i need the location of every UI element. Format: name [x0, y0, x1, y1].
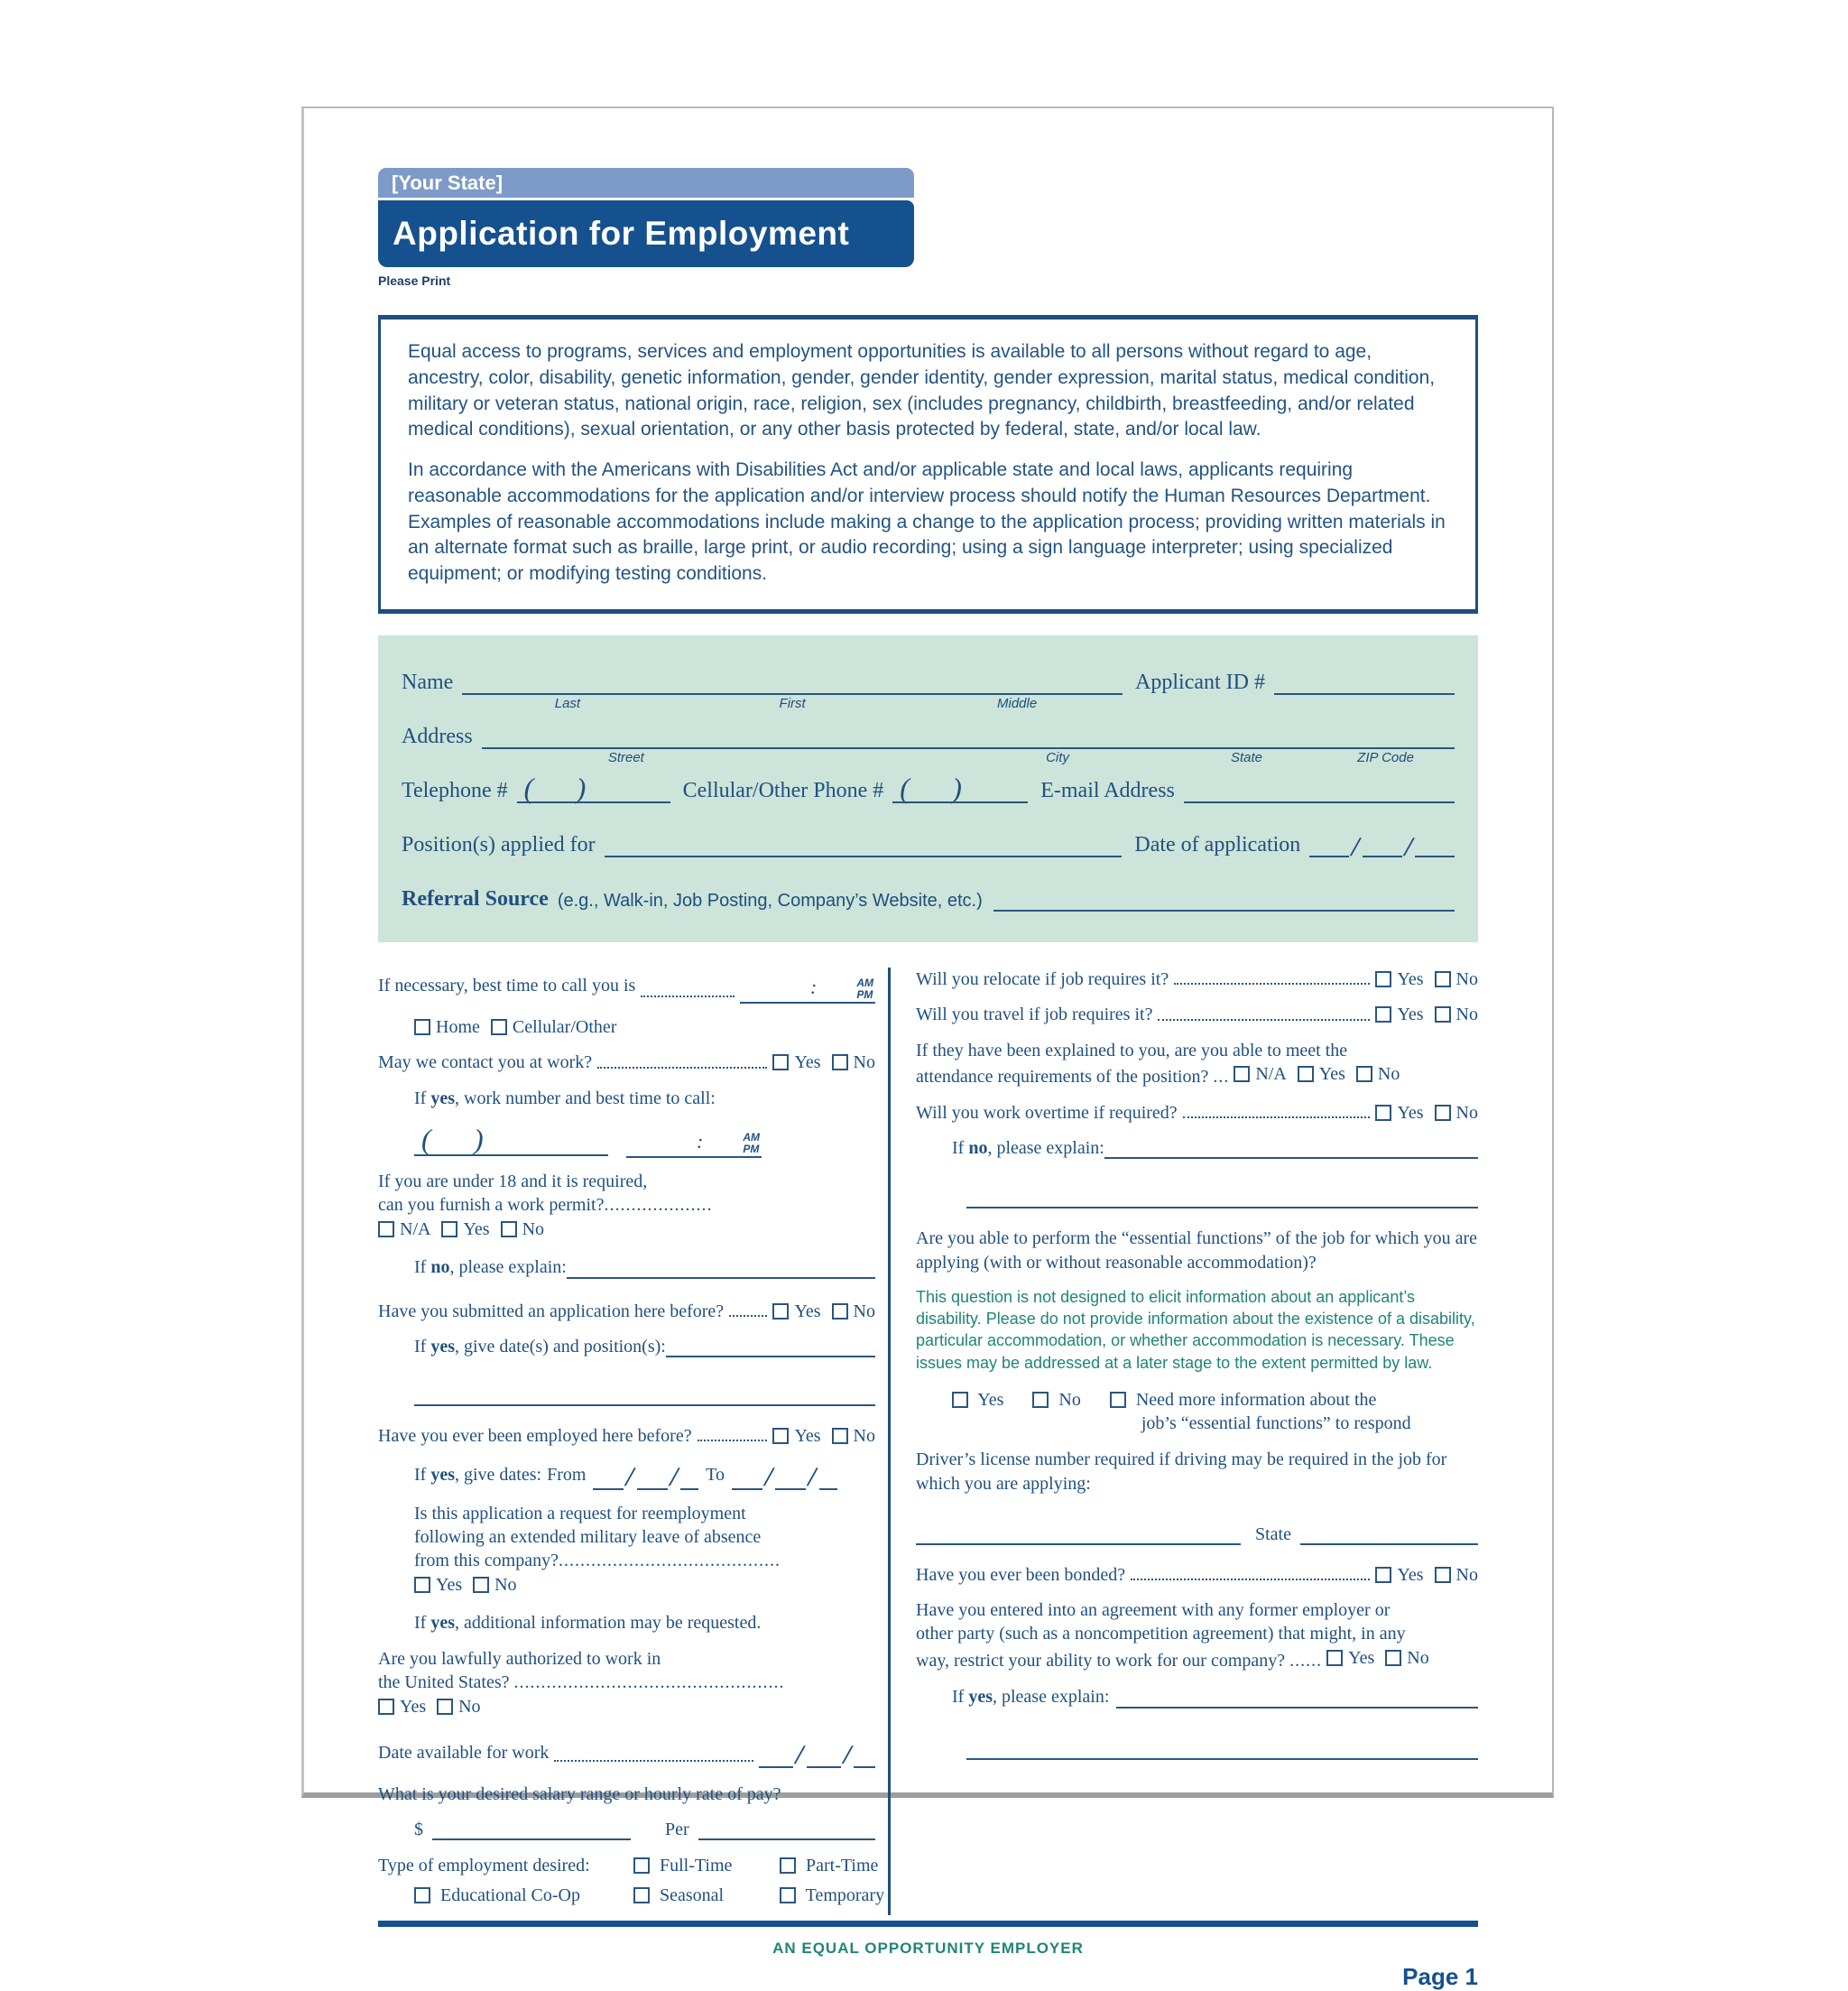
date-segment[interactable] [1415, 832, 1455, 857]
checkbox-no[interactable] [1435, 971, 1451, 987]
checkbox-yes[interactable] [1375, 971, 1391, 987]
dotted-leader [641, 996, 735, 997]
need-more-info-label: Need more information about the job’s “essential functions” to respond [1135, 1389, 1411, 1434]
noncompete-if-yes-explain: If yes, please explain: [952, 1685, 1478, 1709]
license-state-label: State [1255, 1524, 1291, 1545]
license-state-row [916, 1523, 1478, 1546]
referral-row [402, 884, 1455, 912]
address-street-sublabel: Street [607, 749, 644, 765]
am-pm-label: AM PM [743, 1130, 760, 1155]
salary-inputs-row [414, 1818, 875, 1841]
to-label: To [706, 1464, 725, 1485]
date-of-application-input[interactable] [1309, 831, 1455, 862]
date-segment[interactable] [1363, 832, 1402, 857]
checkbox-yes[interactable] [1298, 1066, 1314, 1082]
position-date-row [402, 830, 1455, 862]
checkbox-part-time[interactable] [780, 1857, 796, 1874]
address-label: Address [402, 724, 473, 748]
time-colon: : [810, 975, 818, 998]
checkbox-yes[interactable] [772, 1428, 789, 1444]
from-label: From [547, 1464, 587, 1485]
checkbox-no[interactable] [832, 1303, 848, 1320]
checkbox-no[interactable] [1032, 1392, 1049, 1408]
close-paren: ) [576, 771, 587, 804]
dates-positions-input-line[interactable] [666, 1336, 875, 1357]
checkbox-full-time[interactable] [633, 1857, 650, 1874]
employment-type-label: Type of employment desired: [378, 1856, 590, 1876]
employment-type-row-1 [378, 1856, 879, 1876]
essential-functions-question: Are you able to perform the “essential functions” of the job for which you are applying (with or without reasonable accommodation)? [916, 1228, 1478, 1273]
email-input-line[interactable] [1184, 776, 1455, 803]
dotted-leader [698, 1440, 768, 1441]
date-segment[interactable] [854, 1743, 875, 1768]
equal-opportunity-footer: AN EQUAL OPPORTUNITY EMPLOYER [772, 1940, 1084, 1958]
page-title: Application for Employment [393, 215, 850, 252]
phone-type-checkboxes [414, 1015, 875, 1039]
continuation-input-line[interactable] [414, 1381, 875, 1406]
home-label: Home [436, 1016, 480, 1037]
cellular-label: Cellular/Other Phone # [682, 778, 884, 802]
work-time-input-line[interactable] [626, 1122, 762, 1158]
address-row [402, 722, 1455, 765]
checkbox-temporary[interactable] [780, 1887, 796, 1903]
bonded-question: Have you ever been bonded? Yes No [916, 1564, 1478, 1585]
dollar-sign: $ [414, 1820, 423, 1840]
checkbox-yes[interactable] [1375, 1006, 1391, 1023]
checkbox-no[interactable] [832, 1428, 848, 1444]
additional-info-note: If yes, additional information may be requested. [414, 1613, 762, 1634]
left-question-column [378, 968, 888, 1916]
travel-question: Will you travel if job requires it? Yes No [916, 1005, 1478, 1025]
checkbox-yes[interactable] [441, 1221, 457, 1237]
work-permit-question: If you are under 18 and it is required, can you furnish a work permit?.................... N/A Yes No [378, 1171, 713, 1239]
open-paren: ( [523, 771, 534, 804]
date-segment[interactable] [807, 1743, 841, 1768]
drivers-license-question: Driver’s license number required if driving may be required in the job for which you are applying: [916, 1449, 1447, 1494]
dotted-leader [1131, 1579, 1370, 1580]
footer-rule [378, 1921, 1478, 1927]
right-question-column [891, 968, 1478, 1916]
permit-if-no-explain: If no, please explain: [414, 1255, 875, 1279]
name-last-sublabel: Last [554, 695, 581, 711]
best-time-input-line[interactable] [740, 968, 875, 1004]
per-label: Per [665, 1820, 689, 1840]
employment-type-row-2 [378, 1885, 885, 1906]
checkbox-yes[interactable] [1326, 1650, 1343, 1666]
name-label: Name [402, 670, 454, 694]
dotted-leader: ...... [1289, 1650, 1323, 1671]
referral-source-label: Referral Source [402, 886, 549, 911]
positions-label: Position(s) applied for [402, 832, 596, 857]
dotted-leader [729, 1315, 767, 1317]
dotted-leader [1158, 1019, 1370, 1021]
eeo-notice-box [378, 315, 1478, 614]
checkbox-need-more-info[interactable] [1110, 1392, 1126, 1408]
continuation-input-line[interactable] [966, 1735, 1478, 1760]
license-state-input-line[interactable] [1300, 1523, 1478, 1545]
date-segment[interactable] [680, 1465, 698, 1490]
from-date-input[interactable]: / / [593, 1459, 698, 1490]
checkbox-seasonal[interactable] [633, 1887, 650, 1903]
page-number: Page 1 [1402, 1963, 1478, 1991]
relocate-question: Will you relocate if job requires it? Yes No [916, 968, 1478, 989]
best-time-question [378, 968, 875, 1004]
applicant-id-label: Applicant ID # [1135, 670, 1265, 694]
phone-email-row [402, 771, 1455, 804]
overtime-if-no-explain: If no, please explain: [952, 1136, 1478, 1160]
open-paren: ( [900, 771, 910, 804]
temporary-label: Temporary [805, 1885, 885, 1906]
date-available-question: Date available for work / / [378, 1737, 875, 1768]
applicant-id-input-line[interactable] [1274, 668, 1455, 695]
employed-before-question: Have you ever been employed here before? Yes No [378, 1425, 875, 1446]
positions-input-line[interactable] [605, 830, 1123, 857]
date-segment[interactable] [637, 1465, 668, 1490]
to-date-input[interactable]: / / [732, 1459, 837, 1490]
name-input-line[interactable] [462, 668, 1123, 711]
full-time-label: Full-Time [660, 1856, 733, 1876]
close-paren: ) [474, 1122, 484, 1155]
telephone-label: Telephone # [402, 778, 508, 802]
date-segment[interactable] [593, 1465, 624, 1490]
checkbox-no[interactable] [1435, 1105, 1451, 1121]
email-label: E-mail Address [1040, 778, 1175, 802]
dotted-leader: ......................................... [558, 1551, 781, 1571]
date-slash: / [1348, 831, 1363, 862]
checkbox-yes[interactable] [952, 1392, 968, 1408]
date-segment[interactable] [732, 1465, 762, 1490]
state-tab-label: [Your State] [392, 171, 504, 194]
date-slash: / [1401, 831, 1416, 862]
checkbox-na[interactable] [378, 1221, 394, 1237]
address-zip-sublabel: ZIP Code [1357, 749, 1414, 765]
work-phone-time-inputs [414, 1122, 875, 1158]
essential-functions-checkboxes: Yes No Need more information about the job’s “essential functions” to respond [952, 1388, 1478, 1436]
name-first-sublabel: First [779, 695, 806, 711]
checkbox-no[interactable] [473, 1577, 489, 1593]
ada-paragraph: In accordance with the Americans with Disabilities Act and/or applicable state and local laws, applicants requiring reasonable accommodations for the application and/or interview process should notify the Human Resources Department. Examples of reasonable accommodations include making a change to the application process; providing written materials in an alternate format such as braille, large print, or audio recording; using a sign language interpreter; using specialized equipment; or modifying testing conditions. [408, 459, 1446, 585]
name-row [402, 668, 1455, 711]
referral-source-hint: (e.g., Walk-in, Job Posting, Company’s Website, etc.) [557, 890, 983, 911]
am-pm-label: AM PM [856, 976, 873, 1001]
checkbox-yes[interactable] [414, 1577, 430, 1593]
date-segment[interactable] [819, 1465, 837, 1490]
date-segment[interactable] [759, 1743, 793, 1768]
dotted-leader: .................................................. [513, 1672, 785, 1693]
seasonal-label: Seasonal [660, 1885, 725, 1906]
work-phone-input-line[interactable] [414, 1124, 608, 1156]
attendance-question: If they have been explained to you, are you able to meet the attendance requirements of the position? ... N/A Yes No [916, 1040, 1400, 1088]
dotted-leader [1183, 1116, 1371, 1118]
part-time-label: Part-Time [806, 1856, 879, 1876]
contact-at-work-question: May we contact you at work? Yes No [378, 1052, 875, 1073]
checkbox-educational-coop[interactable] [414, 1887, 430, 1903]
telephone-input-line[interactable] [517, 771, 670, 804]
address-input-line[interactable] [482, 722, 1455, 765]
salary-question: What is your desired salary range or hourly rate of pay? [378, 1783, 781, 1804]
referral-input-line[interactable] [993, 884, 1455, 912]
close-paren: ) [952, 771, 962, 804]
please-print-label: Please Print [378, 273, 451, 288]
continuation-input-line[interactable] [966, 1183, 1478, 1208]
checkbox-yes[interactable] [772, 1054, 789, 1070]
explain-input-line[interactable] [1116, 1687, 1478, 1709]
date-of-application-label: Date of application [1134, 832, 1301, 857]
checkbox-yes[interactable] [1375, 1105, 1391, 1121]
checkbox-no[interactable] [1435, 1006, 1451, 1023]
overtime-question: Will you work overtime if required? Yes No [916, 1102, 1478, 1123]
work-authorization-question: Are you lawfully authorized to work in the United States? .................................................. Yes No [378, 1648, 785, 1717]
explain-input-line[interactable] [1104, 1137, 1478, 1159]
address-city-sublabel: City [1046, 749, 1069, 765]
per-input-line[interactable] [698, 1819, 875, 1840]
cellular-input-line[interactable] [892, 771, 1028, 804]
best-time-label: If necessary, best time to call you is [378, 975, 636, 996]
date-available-input[interactable]: / / [759, 1737, 875, 1768]
address-state-sublabel: State [1230, 749, 1262, 765]
application-form-page [301, 106, 1554, 1991]
date-segment[interactable] [775, 1465, 806, 1490]
explain-input-line[interactable] [567, 1257, 875, 1279]
questions-section [378, 968, 1478, 1916]
disability-note: This question is not designed to elicit information about an applicant’s disability. Please do not provide information about the existence of a disability, particular accommodation, or whether accommodation is necessary. These issues may be addressed at a later stage to the extent permitted by law. [916, 1288, 1475, 1372]
dates-positions-row: If yes, give date(s) and position(s): [414, 1335, 875, 1358]
cellular-other-label: Cellular/Other [512, 1016, 617, 1037]
checkbox-yes[interactable] [378, 1699, 394, 1715]
dotted-leader [597, 1067, 767, 1069]
reemployment-question: Is this application a request for reemployment following an extended military leave of absence from this company?......................................... Yes No [414, 1503, 781, 1595]
applicant-info-panel [378, 635, 1478, 942]
date-segment[interactable] [1309, 832, 1349, 857]
checkbox-no[interactable] [437, 1699, 453, 1715]
employment-dates-row: If yes, give dates: From / / To / / [414, 1459, 875, 1490]
educational-coop-label: Educational Co-Op [440, 1885, 580, 1906]
time-colon: : [697, 1130, 704, 1153]
checkbox-na[interactable] [1234, 1066, 1250, 1082]
salary-input-line[interactable] [432, 1819, 631, 1840]
checkbox-no[interactable] [1385, 1650, 1401, 1666]
open-paren: ( [421, 1122, 431, 1155]
license-number-input-line[interactable] [916, 1523, 1241, 1545]
dotted-leader [554, 1760, 753, 1762]
if-yes-work-number-label: If yes, work number and best time to call: [414, 1088, 716, 1108]
checkbox-no[interactable] [1435, 1567, 1451, 1583]
submitted-before-question: Have you submitted an application here before? Yes No [378, 1301, 875, 1321]
dotted-leader: .................... [604, 1195, 713, 1216]
name-middle-sublabel: Middle [997, 695, 1038, 711]
checkbox-no[interactable] [1356, 1066, 1372, 1082]
checkbox-yes[interactable] [1375, 1567, 1391, 1583]
checkbox-no[interactable] [501, 1221, 517, 1237]
dotted-leader: ... [1213, 1067, 1230, 1088]
eeo-paragraph: Equal access to programs, services and employment opportunities is available to all persons without regard to age, ancestry, color, disability, genetic information, gender, gender identity, gender expression, marital status, medical condition, military or veteran status, national origin, race, religion, sex (includes pregnancy, childbirth, breastfeeding, and/or related medical conditions), sexual orientation, or any other basis protected by federal, state, and/or local law. [408, 341, 1436, 440]
checkbox-yes[interactable] [772, 1303, 789, 1320]
checkbox-home[interactable] [414, 1019, 430, 1035]
state-tab [378, 168, 914, 198]
checkbox-no[interactable] [832, 1054, 848, 1070]
dotted-leader [1174, 983, 1370, 985]
checkbox-cellular-other[interactable] [491, 1019, 507, 1035]
form-title-bar [378, 200, 914, 267]
noncompete-question: Have you entered into an agreement with any former employer or other party (such as a noncompetition agreement) that might, in any way, restrict your ability to work for our company? ...... Yes No [916, 1599, 1429, 1671]
